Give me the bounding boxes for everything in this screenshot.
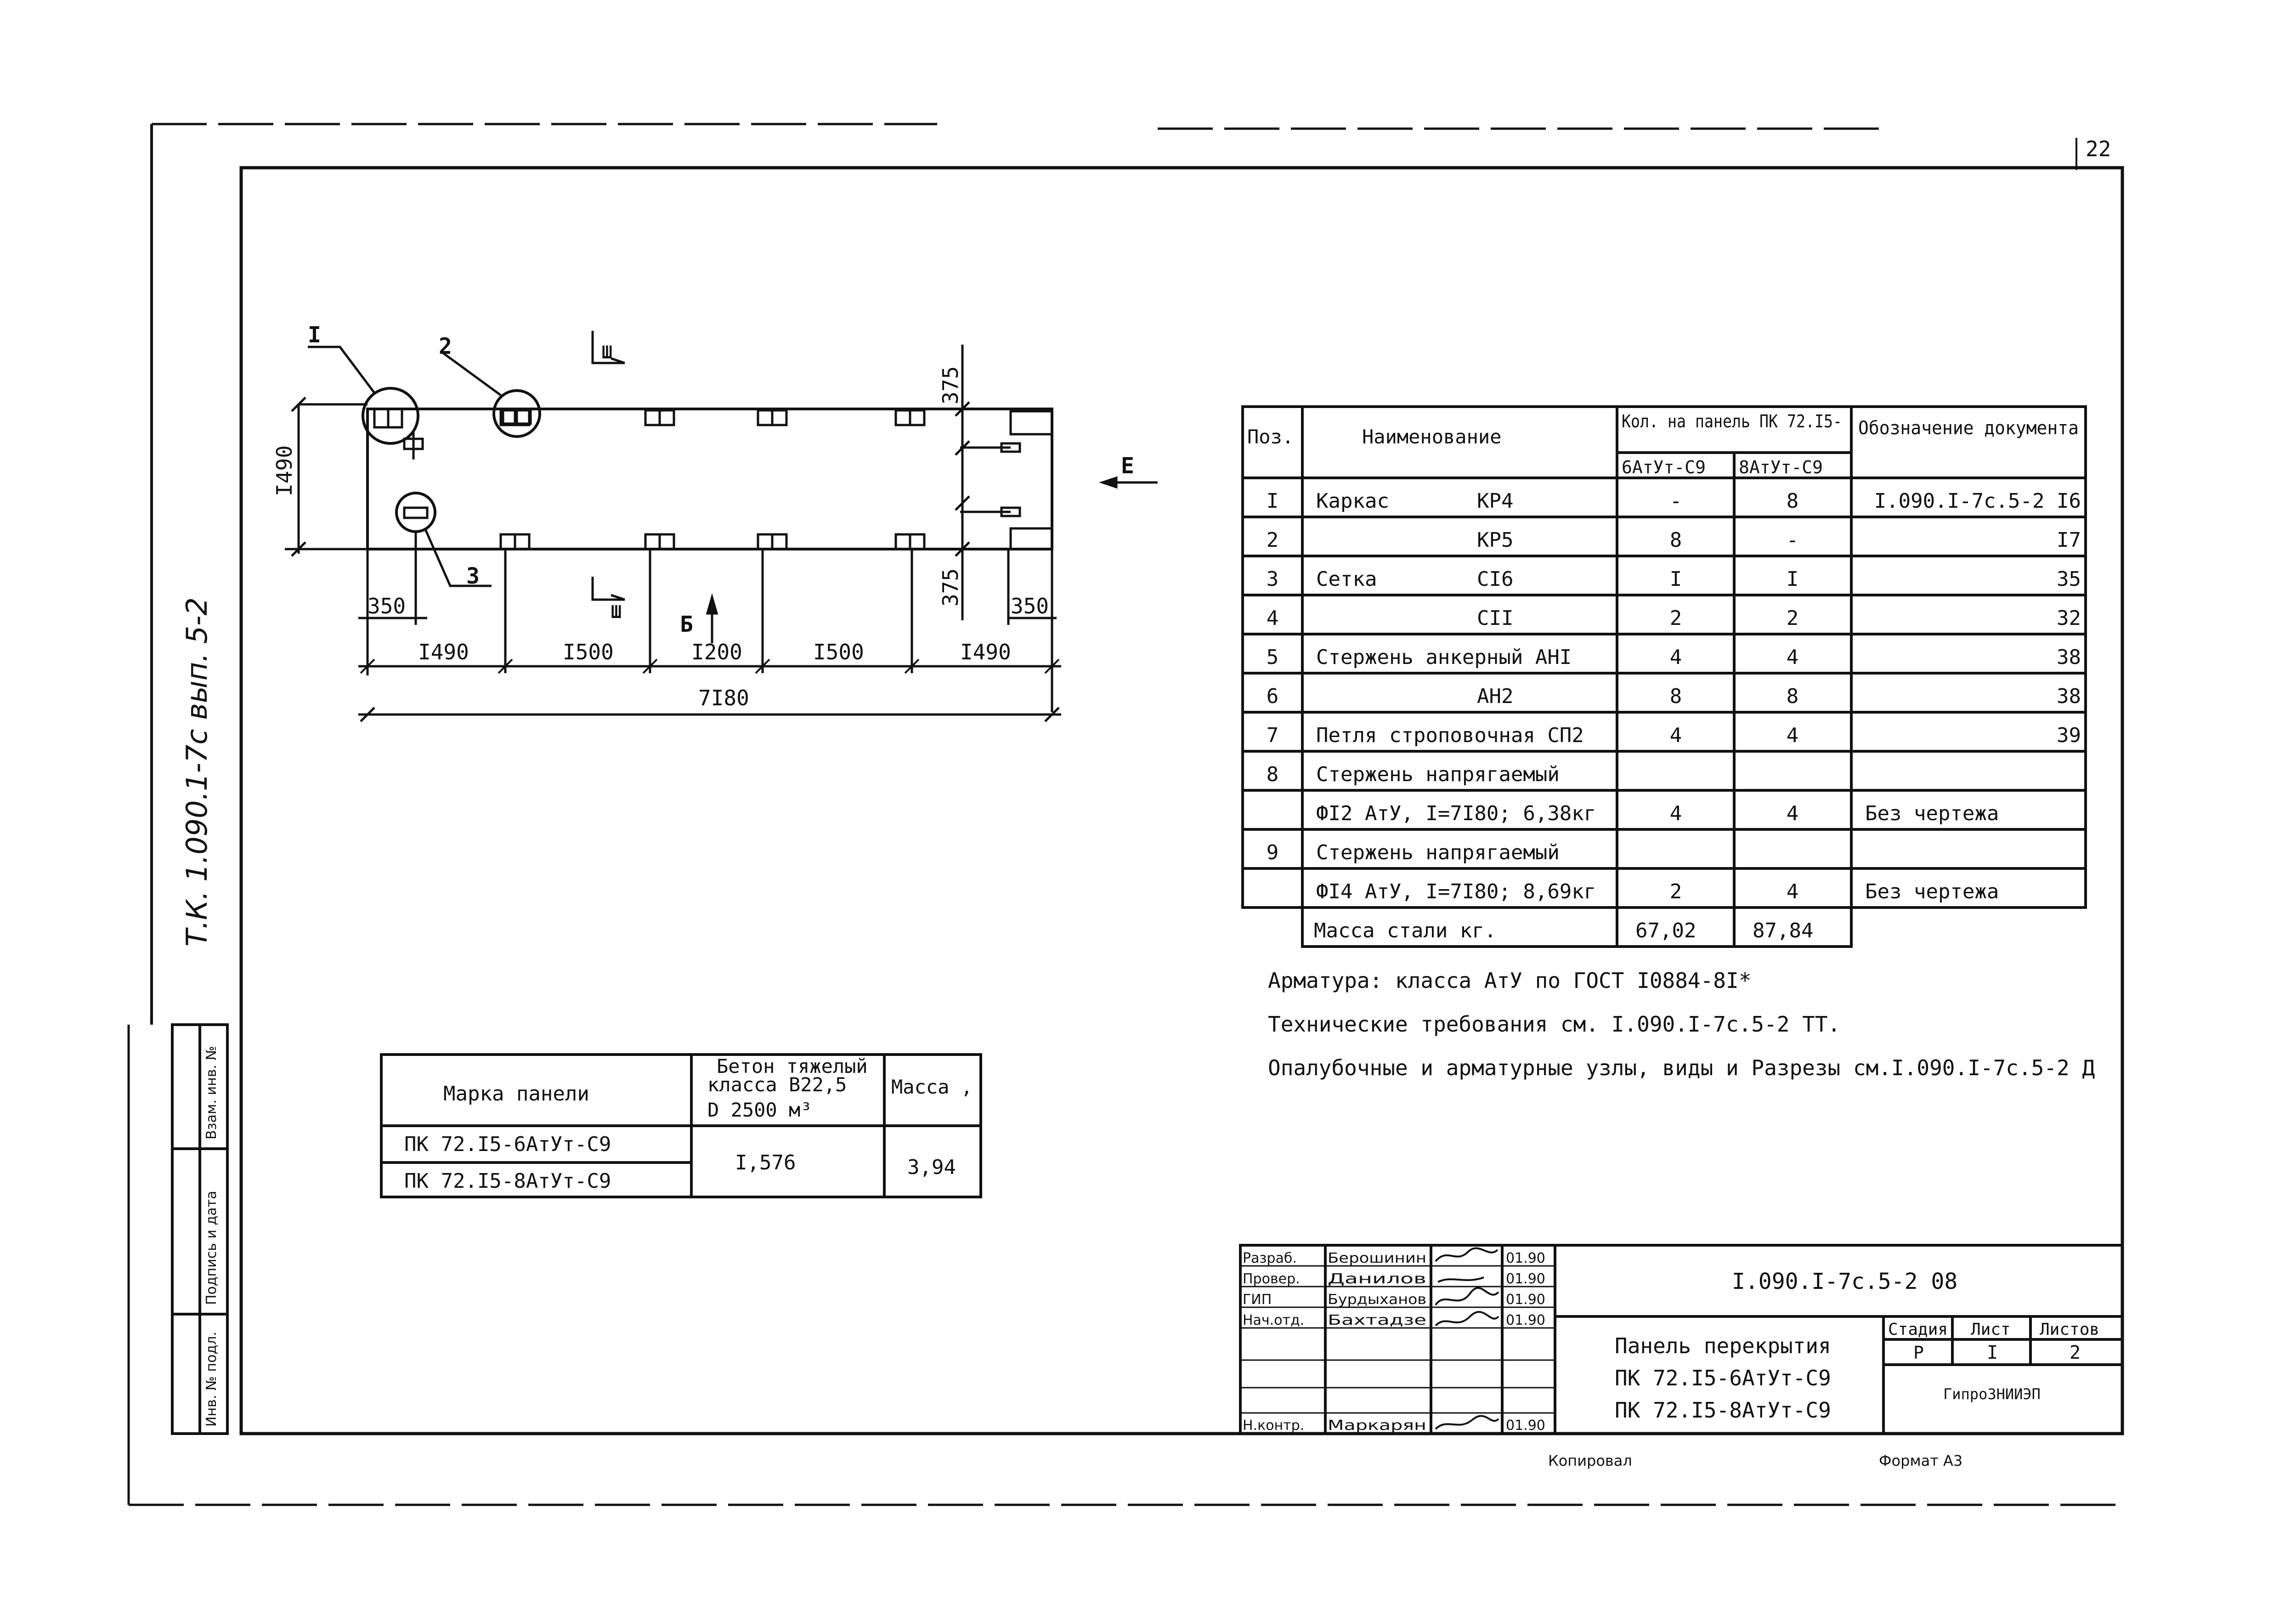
staff-date: 01.90 (1506, 1271, 1545, 1287)
staff-date: 01.90 (1506, 1250, 1545, 1266)
dim-edge-top: 375 (938, 366, 963, 404)
view-e-label: Е (1121, 453, 1134, 479)
spec-cell-qty-a: 2 (1669, 607, 1682, 630)
spec-cell-pos: 8 (1266, 763, 1279, 786)
callout-1: I (308, 322, 321, 348)
doc-code: I.090.I-7с.5-2 08 (1732, 1269, 1958, 1294)
sheet-label: Лист (1971, 1320, 2011, 1339)
note-details: Опалубочные и арматурные узлы, виды и Разрезы см.I.090.I-7с.5-2 Д (1268, 1055, 2095, 1080)
dim-end-right: 350 (1011, 594, 1049, 618)
spec-cell-qty-b: 4 (1786, 724, 1799, 747)
view-b-label: Б (680, 612, 693, 637)
staff-role: Провер. (1243, 1271, 1300, 1287)
footer-format: Формат А3 (1879, 1452, 1963, 1469)
doc-title-line-1: Панель перекрытия (1615, 1333, 1831, 1358)
staff-date: 01.90 (1506, 1418, 1545, 1434)
spec-cell-doc: 35 (2057, 567, 2081, 591)
spec-header-qty-a: 6АтУт-С9 (1622, 457, 1706, 477)
panel-mass: 3,94 (907, 1156, 956, 1179)
note-reinforcement: Арматура: класса АтУ по ГОСТ I0884-8I* (1268, 968, 1752, 993)
binding-label-ref: Взам. инв. № (204, 1046, 220, 1140)
staff-name: Бурдыханов (1328, 1292, 1426, 1308)
sheet-value: I (1987, 1342, 1998, 1363)
panel-header-concrete-2: класса В22,5 (707, 1073, 847, 1096)
panel-header-concrete-1: Бетон тяжелый (717, 1055, 868, 1078)
spec-cell-qty-b: I (1786, 567, 1799, 591)
section-label-top: Ш (602, 342, 612, 363)
spec-cell-qty-a: 8 (1669, 528, 1682, 552)
spec-cell-name: Стержень напрягаемый (1316, 763, 1560, 786)
panel-header-mark: Марка панели (443, 1082, 589, 1106)
spec-cell-name: ФI2 АтУ, I=7I80; 6,38кг (1316, 802, 1596, 825)
spec-cell-qty-b: 4 (1786, 880, 1799, 903)
staff-name: Маркарян (1328, 1418, 1426, 1434)
dim-total: 7I80 (698, 686, 749, 710)
spec-cell-doc: Без чертежа (1865, 802, 1999, 825)
dim-span-1: I490 (418, 640, 469, 664)
spec-table-grid (1243, 407, 2086, 947)
spec-cell-qty-b: 4 (1786, 802, 1799, 825)
dim-span-4: I500 (813, 640, 864, 664)
spec-cell-doc: 38 (2057, 685, 2081, 708)
spec-cell-qty-a: 4 (1669, 802, 1682, 825)
dim-edge-bottom: 375 (938, 568, 963, 607)
staff-date: 01.90 (1506, 1292, 1545, 1308)
spec-cell-doc: 38 (2057, 646, 2081, 669)
spec-header-name: Наименование (1362, 425, 1502, 448)
spec-cell-name: Сетка (1316, 567, 1377, 591)
dim-width: I490 (272, 445, 297, 496)
panel-volume: I,576 (735, 1151, 796, 1174)
spec-cell-name: Каркас (1316, 489, 1389, 513)
spec-cell-qty-a: - (1669, 489, 1682, 513)
spec-header-qty: Кол. на панель ПК 72.I5- (1622, 411, 1842, 431)
sheets-label: Листов (2040, 1320, 2100, 1339)
panel-header-mass: Масса , (891, 1076, 973, 1098)
dim-span-2: I500 (563, 640, 614, 664)
signatures (1436, 1248, 1499, 1429)
doc-title-line-3: ПК 72.I5-8АтУт-С9 (1615, 1398, 1831, 1423)
spec-cell-doc: I7 (2057, 528, 2081, 552)
spec-cell-pos: 4 (1266, 607, 1279, 630)
doc-title-line-2: ПК 72.I5-6АтУт-С9 (1615, 1366, 1831, 1390)
sheet-number: 22 (2086, 136, 2111, 161)
spec-cell-mark: КР5 (1477, 528, 1514, 552)
spec-cell-pos: I (1266, 489, 1279, 513)
inner-frame (241, 168, 2122, 1434)
staff-role: Нач.отд. (1243, 1312, 1305, 1328)
spec-cell-name: Петля строповочная СП2 (1316, 724, 1584, 747)
spec-cell-pos: 7 (1266, 724, 1279, 747)
side-stamp: Т.К. 1.090.1-7с вып. 5-2 (180, 597, 214, 947)
spec-cell-name: ФI4 АтУ, I=7I80; 8,69кг (1316, 880, 1596, 903)
spec-cell-name: Стержень анкерный АНI (1316, 646, 1572, 669)
spec-cell-pos: 2 (1266, 528, 1279, 552)
section-label-bottom: Ш (611, 602, 622, 622)
staff-role: ГИП (1243, 1292, 1272, 1308)
note-requirements: Технические требования см. I.090.I-7с.5-2 ТТ. (1268, 1012, 1841, 1037)
binding-label-inv: Инв. № подл. (204, 1332, 220, 1427)
spec-header-doc: Обозначение документа (1858, 418, 2079, 439)
spec-cell-qty-a: 2 (1669, 880, 1682, 903)
spec-cell-mark: СI6 (1477, 567, 1514, 591)
outer-frame (129, 124, 2122, 1505)
panel-mark-2: ПК 72.I5-8АтУт-С9 (404, 1169, 611, 1193)
dim-end-left: 350 (368, 594, 406, 618)
dim-span-5: I490 (960, 640, 1011, 664)
spec-cell-qty-a: 8 (1669, 685, 1682, 708)
spec-cell-doc: Без чертежа (1865, 880, 1999, 903)
spec-cell-qty-b: 8 (1786, 685, 1799, 708)
spec-cell-qty-b: - (1786, 528, 1799, 552)
org-name: ГипроЗНИИЭП (1943, 1385, 2041, 1403)
spec-total-a: 67,02 (1635, 919, 1697, 942)
spec-cell-pos: 9 (1266, 841, 1279, 864)
spec-cell-qty-a: I (1669, 567, 1682, 591)
staff-date: 01.90 (1506, 1312, 1545, 1328)
spec-cell-doc: I.090.I-7с.5-2 I6 (1874, 489, 2081, 513)
stage-label: Стадия (1888, 1320, 1948, 1339)
spec-cell-pos: 6 (1266, 685, 1279, 708)
spec-header-pos: Поз. (1247, 425, 1294, 448)
spec-cell-doc: 39 (2057, 724, 2081, 747)
panel-mark-1: ПК 72.I5-6АтУт-С9 (404, 1133, 611, 1156)
spec-total-b: 87,84 (1753, 919, 1814, 942)
staff-name: Данилов (1328, 1271, 1426, 1287)
spec-cell-doc: 32 (2057, 607, 2081, 630)
binding-label-sign: Подпись и дата (204, 1191, 220, 1305)
footer-copied: Копировал (1548, 1452, 1632, 1469)
spec-cell-qty-b: 2 (1786, 607, 1799, 630)
spec-total-label: Масса стали кг. (1314, 919, 1497, 942)
stage-value: Р (1913, 1343, 1924, 1363)
spec-cell-mark: АН2 (1477, 685, 1514, 708)
spec-cell-mark: КР4 (1477, 489, 1514, 513)
sheets-value: 2 (2070, 1342, 2081, 1363)
staff-role: Разраб. (1243, 1250, 1297, 1266)
spec-cell-pos: 5 (1266, 646, 1279, 669)
staff-name: Бахтадзе (1328, 1312, 1426, 1328)
callout-2: 2 (439, 334, 452, 359)
spec-cell-qty-a: 4 (1669, 724, 1682, 747)
spec-cell-qty-b: 8 (1786, 489, 1799, 513)
staff-role: Н.контр. (1243, 1418, 1305, 1434)
spec-cell-qty-a: 4 (1669, 646, 1682, 669)
spec-cell-name: Стержень напрягаемый (1316, 841, 1560, 864)
staff-name: Берошинин (1328, 1250, 1426, 1266)
panel-header-concrete-3: D 2500 м³ (707, 1099, 812, 1121)
spec-cell-mark: СII (1477, 607, 1514, 630)
dim-span-3: I200 (691, 640, 742, 664)
spec-header-qty-b: 8АтУт-С9 (1739, 457, 1823, 477)
spec-cell-qty-b: 4 (1786, 646, 1799, 669)
spec-cell-pos: 3 (1266, 567, 1279, 591)
callout-3: 3 (466, 563, 480, 589)
